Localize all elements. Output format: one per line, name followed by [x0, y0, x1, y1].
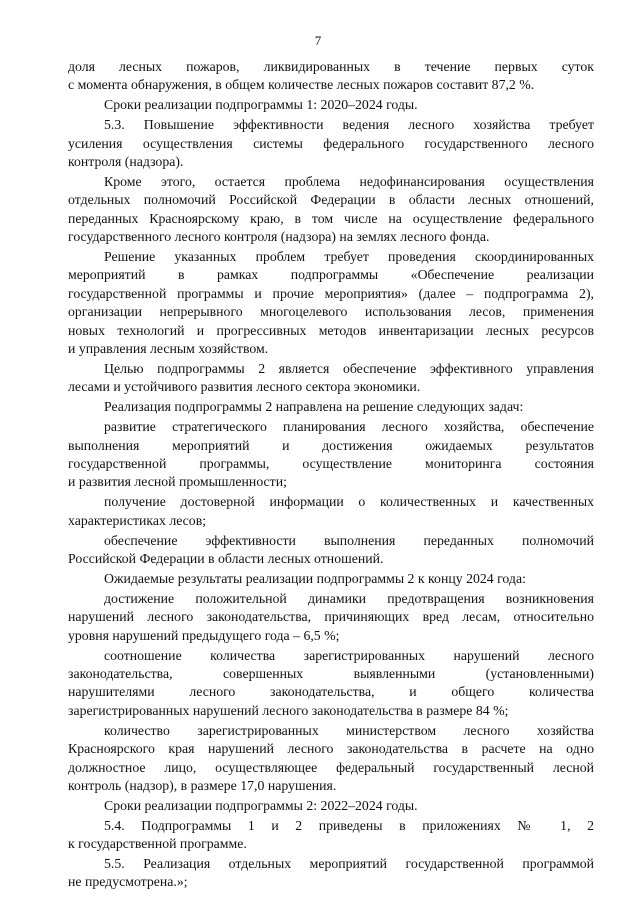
text-line: нарушителями лесного законодательства, и общего количества — [68, 684, 594, 700]
paragraph — [68, 647, 594, 721]
text-line: к государственной программе. — [68, 836, 247, 852]
page-number: 7 — [314, 33, 322, 48]
document-body — [68, 58, 594, 892]
paragraph — [68, 590, 594, 645]
text-line: государственного лесного контроля (надзора) на землях лесного фонда. — [68, 229, 490, 245]
text-line: уровня нарушений предыдущего года – 6,5 %; — [68, 627, 340, 643]
text-line: государственной программы и прочие мероприятия» (далее – подпрограмма 2), — [68, 285, 594, 301]
text-line: зарегистрированных нарушений лесного законодательства в размере 84 %; — [68, 702, 509, 718]
text-line: доля лесных пожаров, ликвидированных в течение первых суток — [68, 59, 594, 74]
text-line: выполнения мероприятий и достижения ожидаемых результатов — [68, 437, 594, 453]
text-line: получение достоверной информации о количественных и качественных — [104, 494, 594, 510]
text-line: переданных Красноярскому краю, в том числе на осуществление федерального — [68, 210, 594, 226]
text-line: мероприятий в рамках подпрограммы «Обеспечение реализации — [68, 267, 594, 283]
paragraph — [68, 173, 594, 247]
paragraph — [68, 398, 594, 416]
text-line: новых технологий и прогрессивных методов инвентаризации лесных ресурсов — [68, 322, 594, 338]
text-line: обеспечение эффективности выполнения переданных полномочий — [104, 532, 594, 548]
text-line: 5.3. Повышение эффективности ведения лесного хозяйства требует — [104, 117, 594, 133]
paragraph — [68, 116, 594, 171]
paragraph — [68, 493, 594, 530]
text-line: Целью подпрограммы 2 является обеспечение эффективного управления — [104, 361, 594, 376]
text-line: Ожидаемые результаты реализации подпрограммы 2 к концу 2024 года: — [104, 570, 526, 586]
paragraph — [68, 797, 594, 815]
paragraph — [68, 58, 594, 95]
paragraph — [68, 855, 594, 892]
text-line: Красноярского края нарушений лесного законодательства в расчете на одно — [68, 741, 594, 757]
text-line: контроля (надзора). — [68, 154, 184, 170]
paragraph — [68, 532, 594, 569]
text-line: достижение положительной динамики предотвращения возникновения — [104, 590, 594, 606]
text-line: 5.4. Подпрограммы 1 и 2 приведены в приложениях № 1, 2 — [104, 817, 594, 833]
text-line: контроль (надзор), в размере 17,0 нарушения. — [68, 777, 337, 793]
text-line: соотношение количества зарегистрированных нарушений лесного — [104, 647, 594, 663]
text-line: Сроки реализации подпрограммы 1: 2020–2024 годы. — [104, 97, 418, 113]
text-line: развитие стратегического планирования лесного хозяйства, обеспечение — [104, 419, 594, 435]
text-line: усиления осуществления системы федерального государственного лесного — [68, 135, 594, 151]
text-line: отдельных полномочий Российской Федерации в области лесных отношений, — [68, 192, 594, 208]
text-line: государственной программы, осуществление мониторинга состояния — [68, 456, 594, 472]
paragraph — [68, 817, 594, 854]
text-line: с момента обнаружения, в общем количестве лесных пожаров составит 87,2 %. — [68, 77, 535, 93]
text-line: и развития лесной промышленности; — [68, 474, 287, 490]
text-line: и управления лесным хозяйством. — [68, 341, 269, 357]
text-line: должностное лицо, осуществляющее федеральный государственный лесной — [68, 759, 594, 775]
paragraph — [68, 418, 594, 492]
text-line: Реализация подпрограммы 2 направлена на решение следующих задач: — [104, 399, 524, 415]
text-line: Российской Федерации в области лесных отношений. — [68, 551, 384, 567]
text-line: 5.5. Реализация отдельных мероприятий государственной программой — [104, 856, 594, 872]
paragraph — [68, 570, 594, 588]
text-line: Решение указанных проблем требует проведения скоординированных — [104, 249, 594, 265]
text-line: законодательства, совершенных выявленными (установленными) — [68, 666, 594, 681]
paragraph — [68, 360, 594, 397]
paragraph — [68, 96, 594, 114]
text-line: характеристиках лесов; — [68, 512, 207, 528]
text-line: Кроме этого, остается проблема недофинансирования осуществления — [104, 173, 594, 189]
text-line: не предусмотрена.»; — [68, 874, 188, 890]
text-line: количество зарегистрированных министерством лесного хозяйства — [104, 722, 594, 738]
text-line: нарушений лесного законодательства, причиняющих вред лесам, относительно — [68, 609, 594, 625]
paragraph — [68, 248, 594, 358]
text-line: Сроки реализации подпрограммы 2: 2022–2024 годы. — [104, 797, 418, 813]
text-line: организации непрерывного многоцелевого использования лесов, применения — [68, 304, 594, 320]
text-line: лесами и устойчивого развития лесного сектора экономики. — [68, 379, 421, 395]
paragraph — [68, 722, 594, 796]
